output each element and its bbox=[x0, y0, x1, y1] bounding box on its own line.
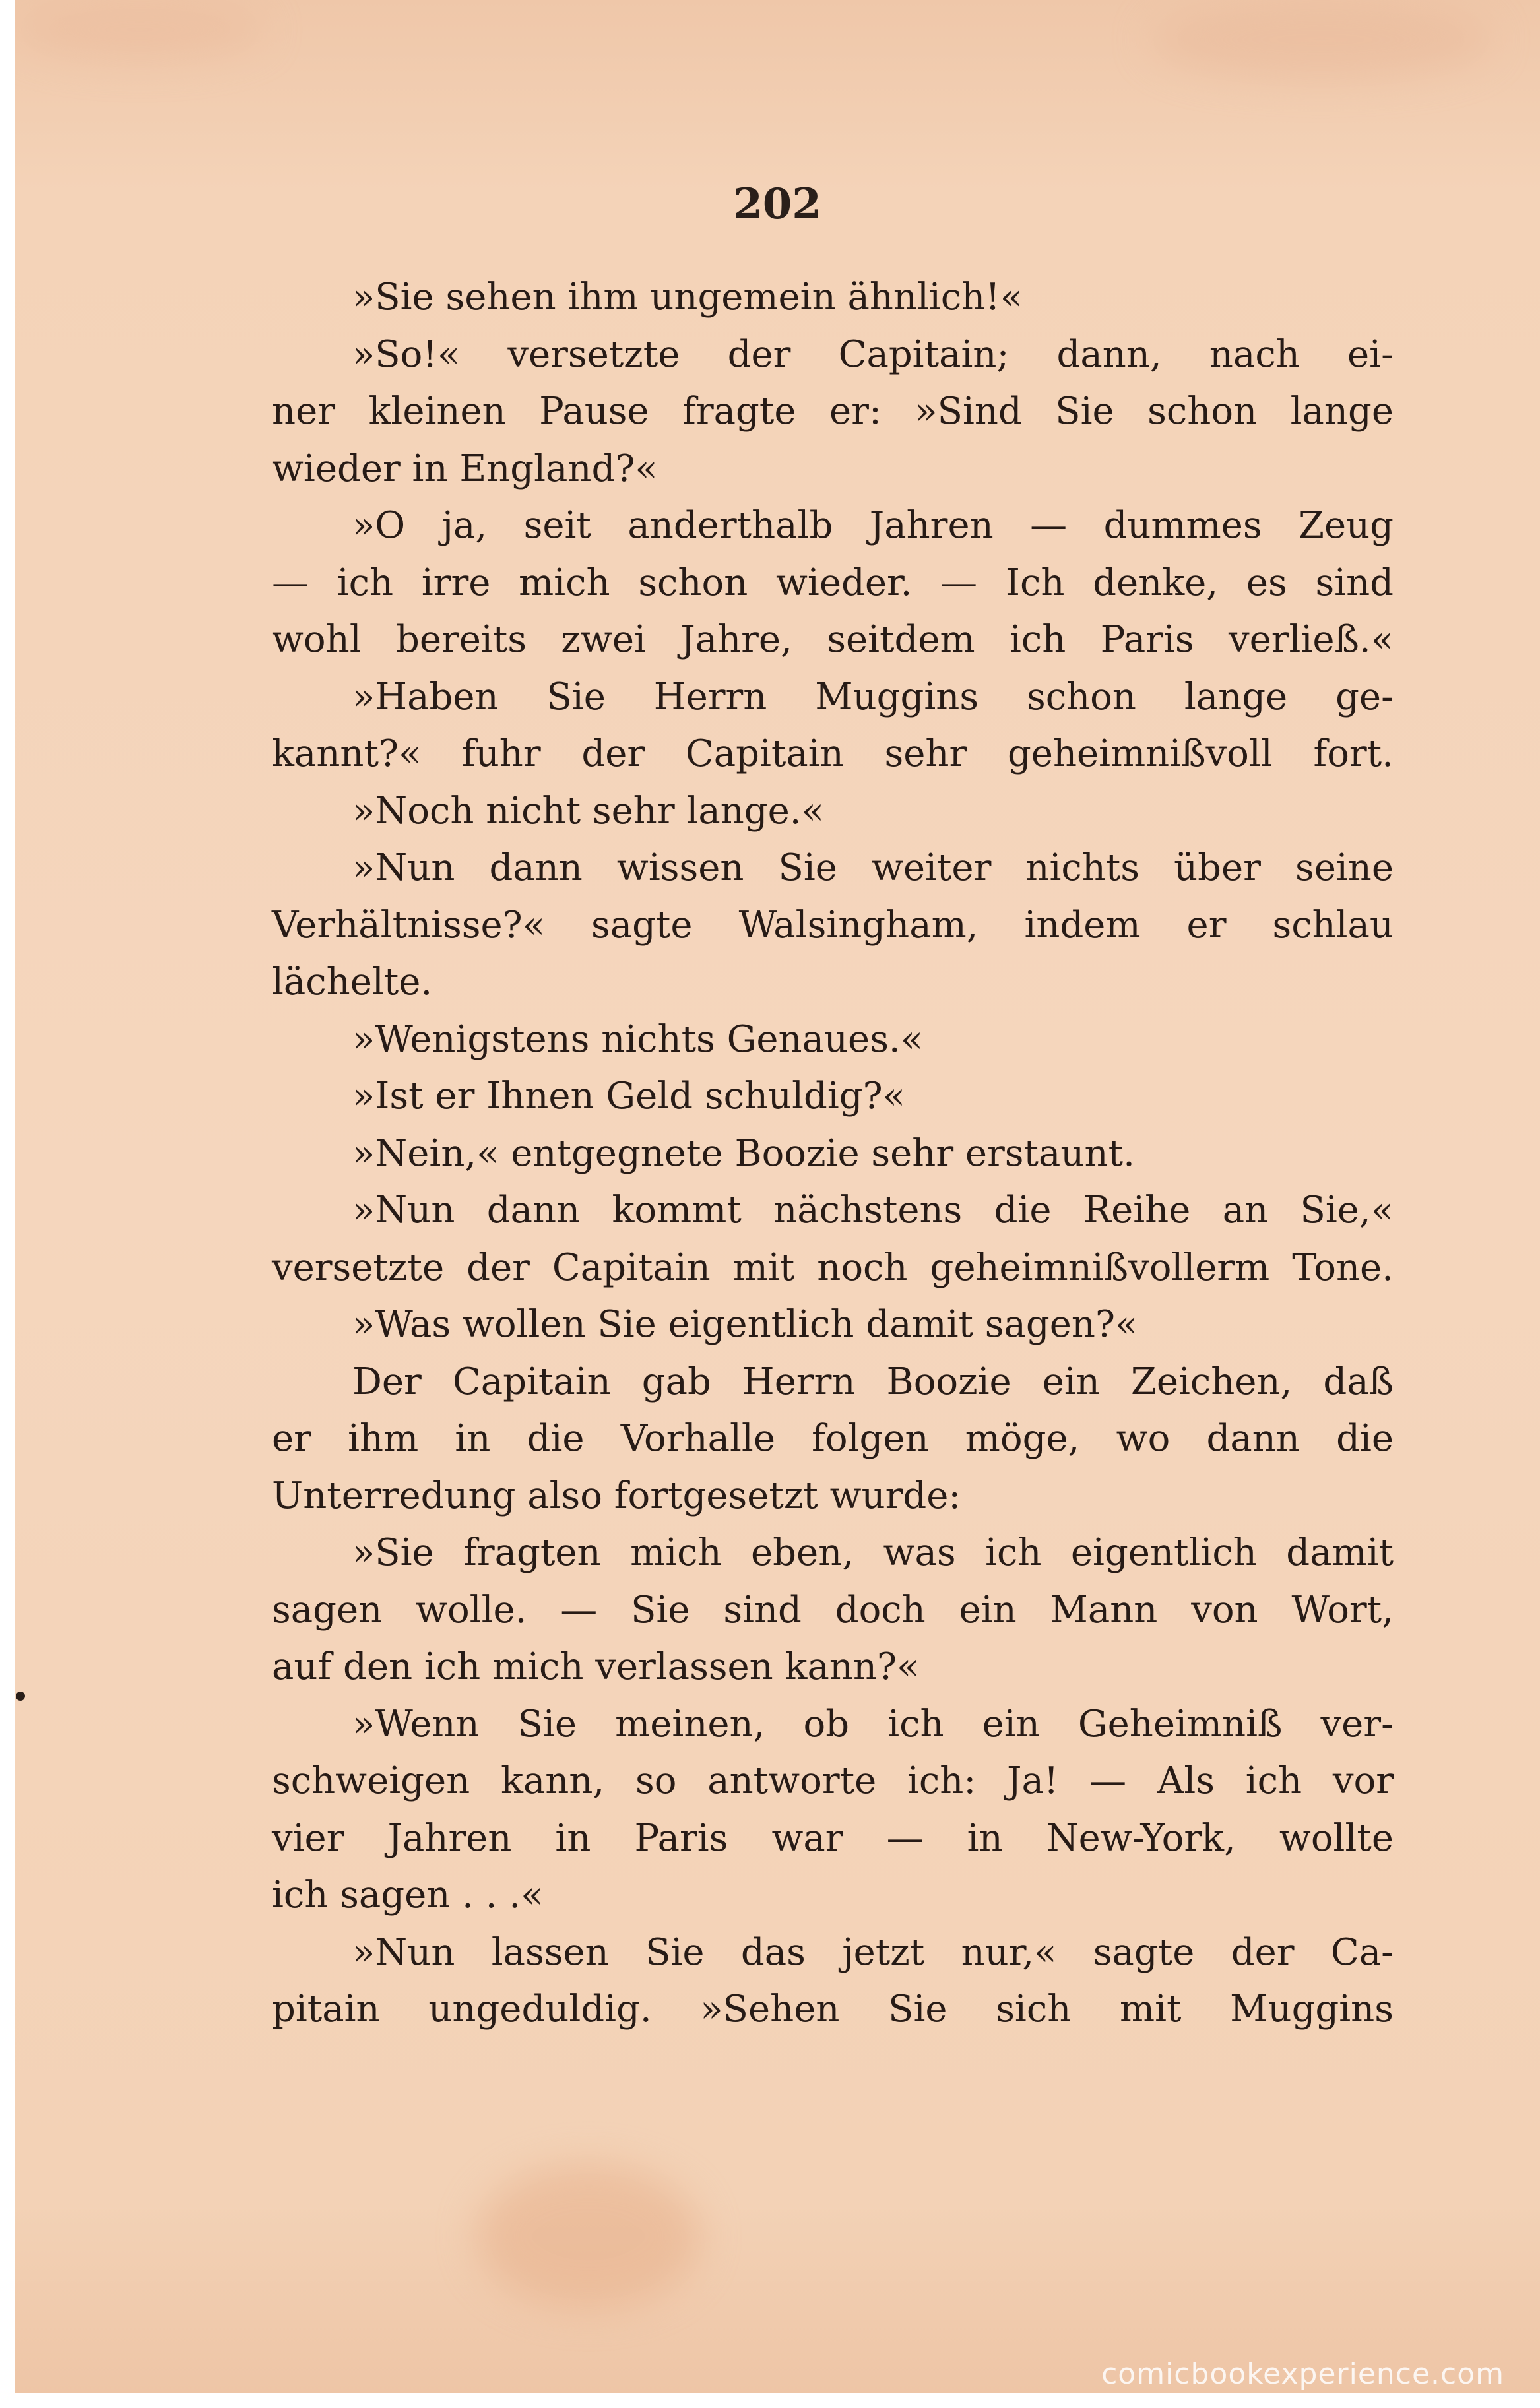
text-line: vier Jahren in Paris war — in New-York, wollte bbox=[272, 1816, 1394, 1860]
text-line: »Nun dann wissen Sie weiter nichts über seine bbox=[352, 846, 1394, 889]
text-line: »Noch nicht sehr lange.« bbox=[352, 789, 824, 833]
text-line: Der Capitain gab Herrn Boozie ein Zeichen, daß bbox=[352, 1360, 1394, 1403]
text-line: »Wenigstens nichts Genaues.« bbox=[352, 1017, 923, 1061]
page-number: 202 bbox=[733, 179, 821, 229]
text-line: kannt?« fuhr der Capitain sehr geheimnißvoll fort. bbox=[272, 732, 1394, 775]
text-line: ich sagen . . .« bbox=[272, 1874, 544, 1917]
text-line: »O ja, seit anderthalb Jahren — dummes Zeug bbox=[352, 504, 1394, 547]
text-line: »Sie fragten mich eben, was ich eigentlich damit bbox=[352, 1531, 1394, 1574]
paper-stain bbox=[1149, 0, 1492, 79]
text-line: er ihm in die Vorhalle folgen möge, wo dann die bbox=[272, 1417, 1394, 1460]
text-line: wohl bereits zwei Jahre, seitdem ich Paris verließ.« bbox=[272, 618, 1394, 661]
text-line: auf den ich mich verlassen kann?« bbox=[272, 1645, 920, 1688]
text-line: »Was wollen Sie eigentlich damit sagen?« bbox=[352, 1303, 1138, 1346]
text-line: pitain ungeduldig. »Sehen Sie sich mit Muggins bbox=[272, 1988, 1394, 2031]
paper-stain bbox=[15, 0, 265, 59]
watermark: comicbookexperience.com bbox=[1101, 2357, 1504, 2391]
ink-dot bbox=[16, 1692, 25, 1701]
text-line: sagen wolle. — Sie sind doch ein Mann von Wort, bbox=[272, 1588, 1394, 1632]
text-line: »Haben Sie Herrn Muggins schon lange ge- bbox=[352, 675, 1394, 718]
text-line: Unterredung also fortgesetzt wurde: bbox=[272, 1474, 961, 1517]
text-line: »Sie sehen ihm ungemein ähnlich!« bbox=[352, 276, 1023, 319]
text-line: versetzte der Capitain mit noch geheimnißvollerm Tone. bbox=[272, 1246, 1394, 1289]
text-line: »Nun dann kommt nächstens die Reihe an Sie,« bbox=[352, 1189, 1394, 1232]
text-line: — ich irre mich schon wieder. — Ich denke, es sind bbox=[272, 561, 1394, 604]
text-line: wieder in England?« bbox=[272, 447, 658, 490]
text-line: Verhältnisse?« sagte Walsingham, indem er schlau bbox=[272, 903, 1394, 947]
book-page bbox=[15, 0, 1540, 2393]
text-line: »Ist er Ihnen Geld schuldig?« bbox=[352, 1075, 905, 1118]
text-line: »Nun lassen Sie das jetzt nur,« sagte der Ca- bbox=[352, 1930, 1394, 1974]
text-line: »So!« versetzte der Capitain; dann, nach ei- bbox=[352, 333, 1394, 376]
text-line: schweigen kann, so antworte ich: Ja! — Als ich vor bbox=[272, 1759, 1394, 1802]
text-line: lächelte. bbox=[272, 961, 433, 1003]
text-line: ner kleinen Pause fragte er: »Sind Sie schon lange bbox=[272, 390, 1394, 433]
paper-stain bbox=[476, 2164, 701, 2309]
text-line: »Wenn Sie meinen, ob ich ein Geheimniß ver- bbox=[352, 1702, 1394, 1746]
body-text bbox=[272, 269, 1394, 2039]
text-line: »Nein,« entgegnete Boozie sehr erstaunt. bbox=[352, 1131, 1135, 1175]
